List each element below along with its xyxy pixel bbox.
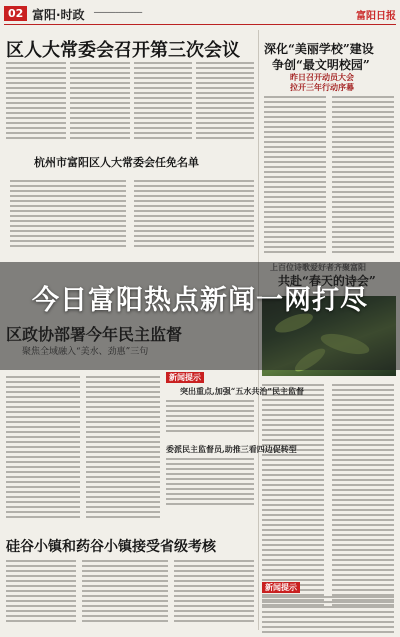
brief-body-1 <box>166 400 254 435</box>
campaign-body-col1 <box>264 96 326 256</box>
bottom-body-col2 <box>82 560 168 625</box>
news-flash-label-2: 新闻提示 <box>262 582 300 593</box>
brief-headline-1[interactable]: 突出重点,加强“五水共治”民主监督 <box>180 386 304 396</box>
campaign-headline-line1[interactable]: 深化“美丽学校”建设 <box>264 42 374 56</box>
main-headline[interactable]: 区人大常委会召开第三次会议 <box>6 40 240 61</box>
article-body-col3 <box>134 62 192 142</box>
overlay-title[interactable]: 今日富阳热点新闻一网打尽 <box>32 285 368 316</box>
poetry-body-col2 <box>332 384 394 609</box>
article-body-col1 <box>6 62 66 142</box>
campaign-subhead2: 拉开三年行动序幕 <box>290 82 354 92</box>
campaign-body-col2 <box>332 96 394 256</box>
news-flash-label: 新闻提示 <box>166 372 204 383</box>
bottom-body-col3 <box>174 560 254 625</box>
masthead <box>4 4 396 25</box>
appointment-body-right <box>134 180 254 250</box>
campaign-subhead1: 昨日召开动员大会 <box>290 72 354 82</box>
page-number: 02 <box>4 6 27 21</box>
cppcc-body-col1 <box>6 376 80 521</box>
article-body-col4 <box>196 62 254 142</box>
brief-body-2 <box>166 458 254 508</box>
section-name: 富阳·时政 <box>32 8 85 22</box>
bottom-body-col1 <box>6 560 76 625</box>
bottom-headline[interactable]: 硅谷小镇和药谷小镇接受省级考核 <box>6 539 216 555</box>
appointment-headline[interactable]: 杭州市富阳区人大常委会任免名单 <box>34 156 199 169</box>
issue-date-line: ━━━━━━━━━━━━━━━━ <box>94 10 143 16</box>
newspaper-brand: 富阳日报 <box>356 11 396 22</box>
article-body-col2 <box>70 62 130 142</box>
poetry-body-col1 <box>262 384 324 609</box>
brief-headline-2[interactable]: 委派民主监督员,助推三看四边促转型 <box>166 444 297 454</box>
cppcc-body-col2 <box>86 376 160 521</box>
news-flash-body <box>262 596 394 636</box>
campaign-headline-line2[interactable]: 争创“最文明校园” <box>272 58 370 72</box>
appointment-body-left <box>10 180 126 250</box>
